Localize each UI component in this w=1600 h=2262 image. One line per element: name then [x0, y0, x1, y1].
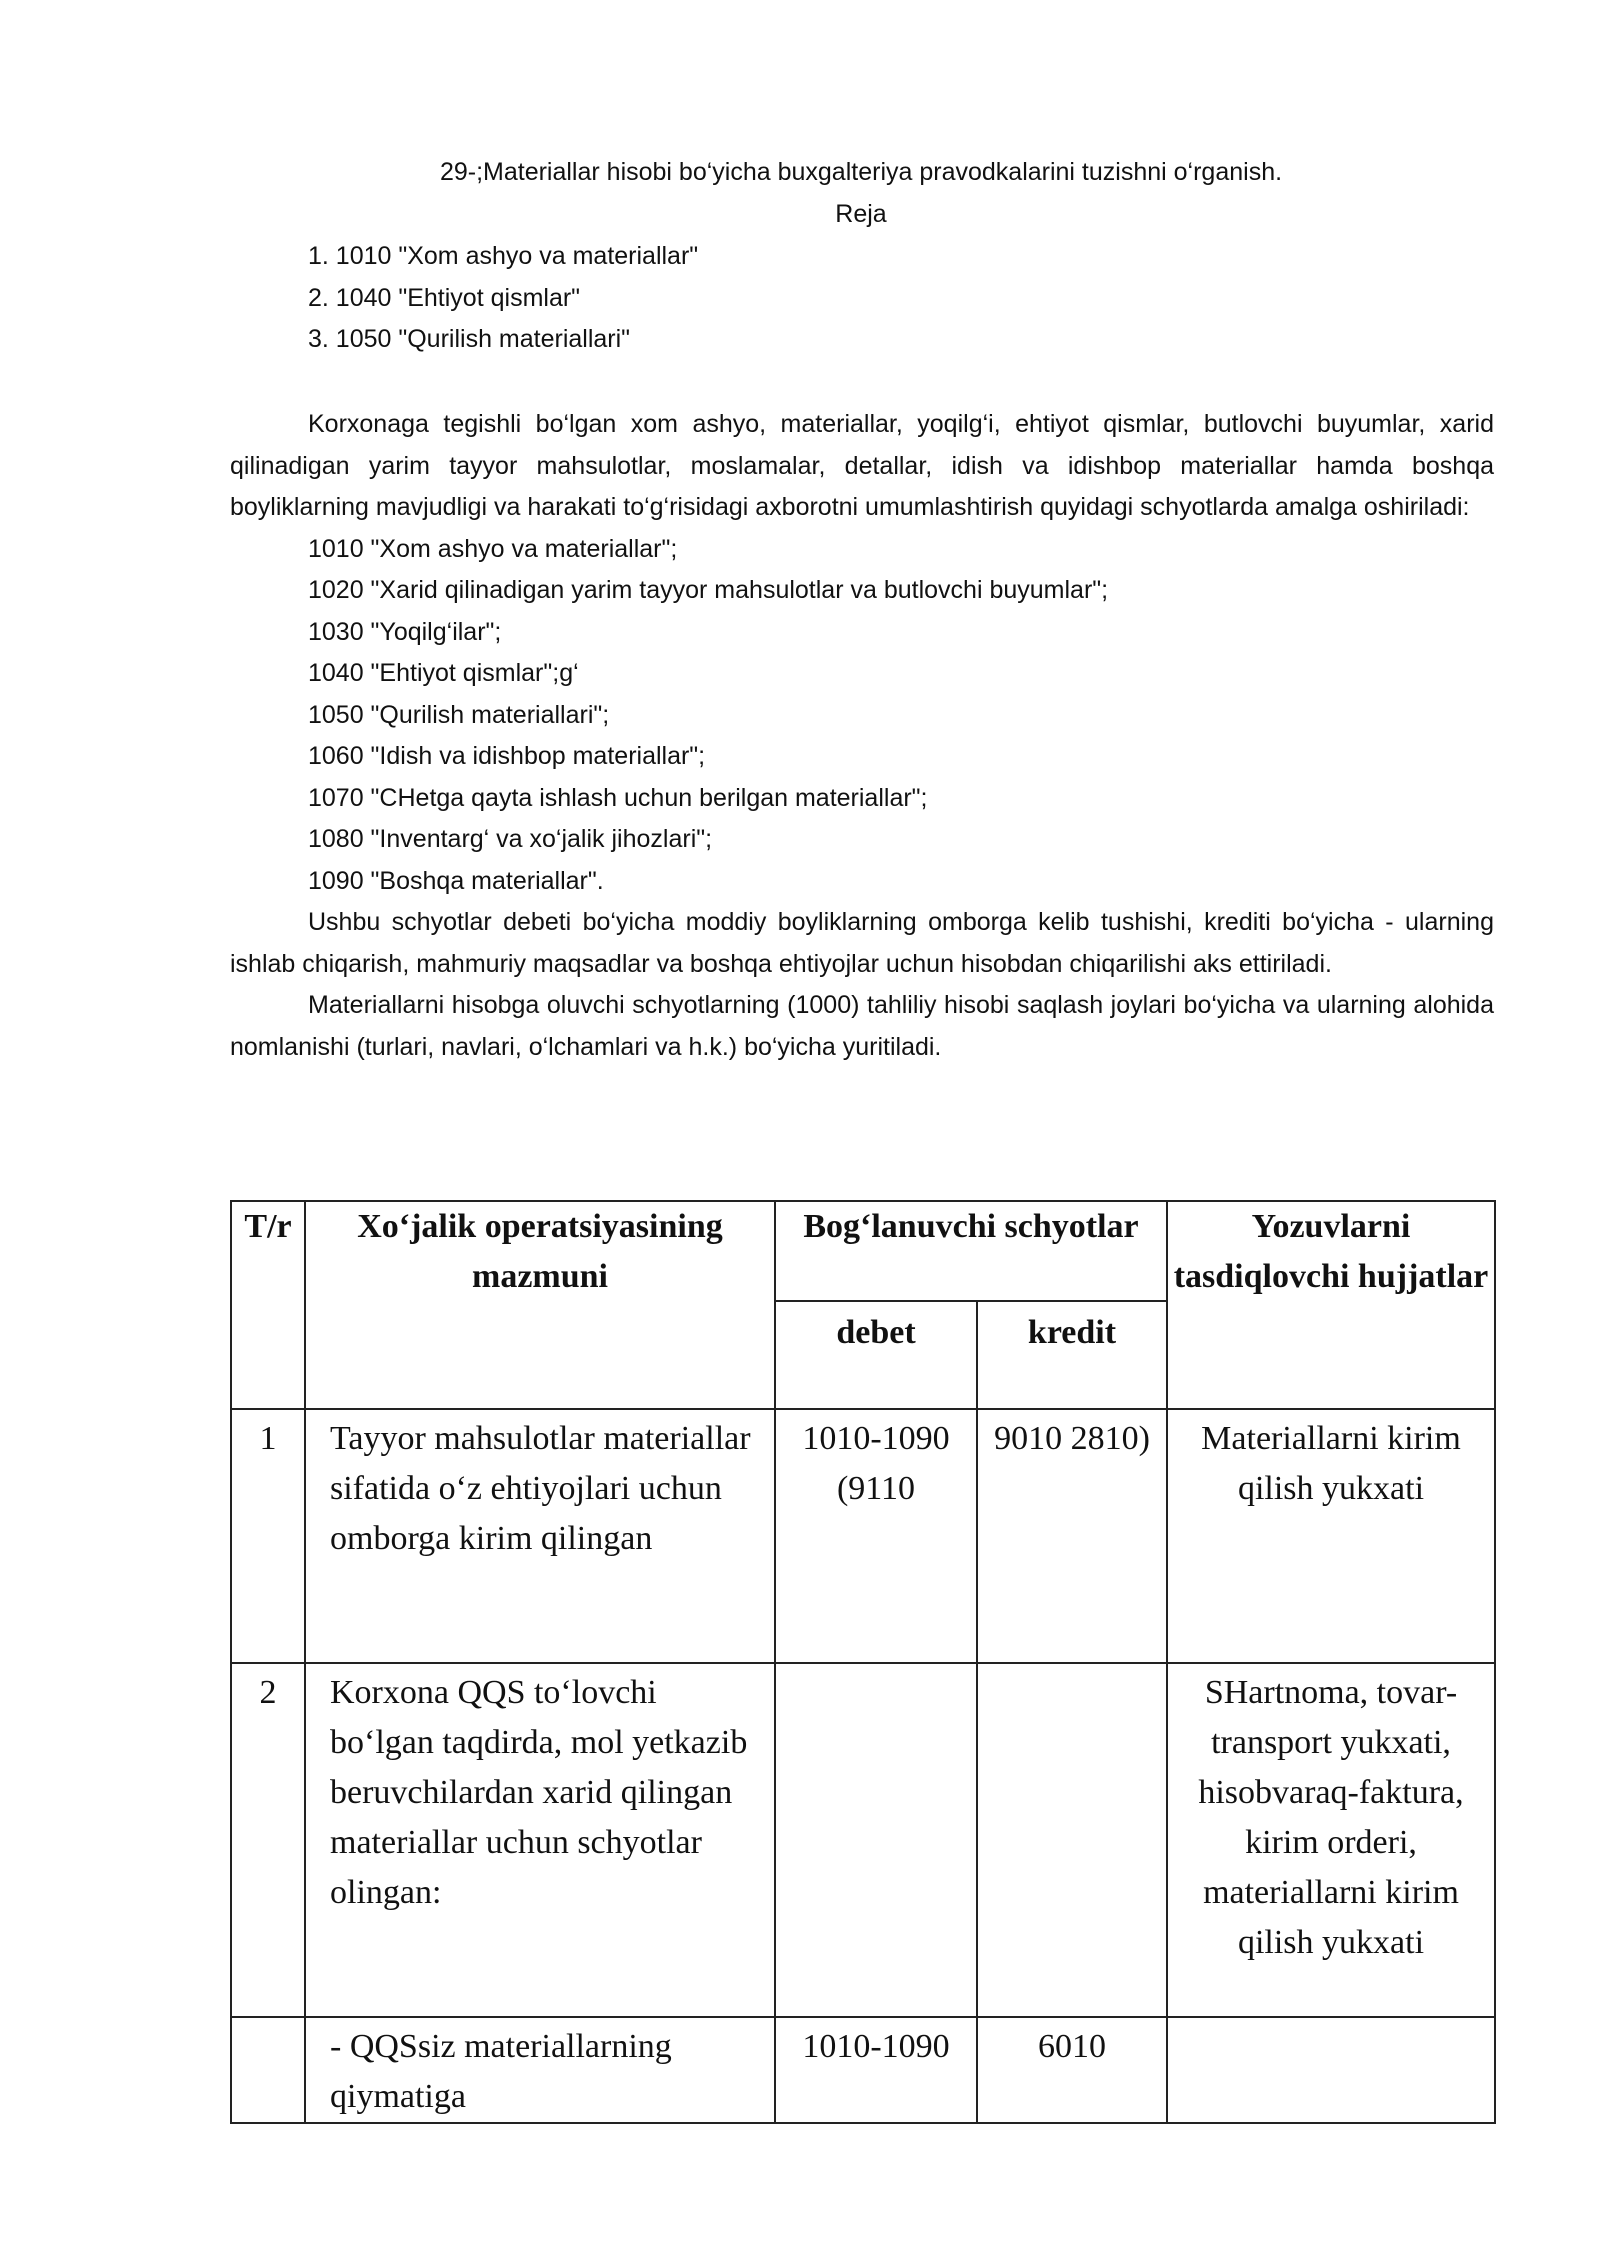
plan-list [308, 236, 698, 361]
account-item: 1090 "Boshqa materiallar". [308, 866, 604, 895]
row-operation: Tayyor mahsulotlar materiallar sifatida o‘z ehtiyojlari uchun omborga kirim qilingan [305, 1409, 775, 1663]
row-credit [977, 1663, 1167, 2017]
row-operation: Korxona QQS to‘lovchi bo‘lgan taqdirda, mol yetkazib beruvchilardan xarid qilingan materiallar uchun schyotlar olingan: [305, 1663, 775, 2017]
header-documents: Yozuvlarni tasdiqlovchi hujjatlar [1167, 1201, 1495, 1409]
row-credit: 9010 2810) [977, 1409, 1167, 1663]
operations-table [230, 1200, 1496, 2124]
row-number: 1 [231, 1409, 305, 1663]
account-item: 1060 "Idish va idishbop materiallar"; [308, 742, 706, 770]
header-debit: debet [775, 1301, 977, 1409]
row-debit [775, 1663, 977, 2017]
plan-item: 2. 1040 "Ehtiyot qismlar" [308, 283, 581, 312]
document-title: 29-;Materiallar hisobi bo‘yicha buxgalteriya pravodkalarini tuzishni o‘rganish. [439, 158, 1283, 186]
plan-item: 1. 1010 "Xom ashyo va materiallar" [308, 242, 699, 270]
account-list [230, 529, 1494, 903]
row-debit: 1010-1090 [775, 2017, 977, 2123]
header-tr: T/r [231, 1201, 305, 1409]
plan-item: 3. 1050 "Qurilish materiallari" [308, 325, 631, 353]
header-accounts: Bog‘lanuvchi schyotlar [775, 1201, 1167, 1301]
header-operation: Xo‘jalik operatsiyasining mazmuni [305, 1201, 775, 1409]
account-item: 1040 "Ehtiyot qismlar";g‘ [308, 659, 579, 687]
account-item: 1010 "Xom ashyo va materiallar"; [308, 534, 678, 563]
row-documents [1167, 2017, 1495, 2123]
debit-credit-paragraph: Ushbu schyotlar debeti bo‘yicha moddiy boyliklarning omborga kelib tushishi, krediti bo‘yicha - ularning ishlab chiqarish, mahmuriy maqsadlar va boshqa ehtiyojlar uchun hisobdan chiqarilishi aks ettiriladi. [230, 908, 1494, 978]
account-item: 1070 "CHetga qayta ishlash uchun berilgan materiallar"; [308, 783, 928, 812]
account-item: 1030 "Yoqilg‘ilar"; [308, 617, 502, 646]
account-item: 1050 "Qurilish materiallari"; [308, 700, 610, 729]
row-debit: 1010-1090 (9110 [775, 1409, 977, 1663]
analytic-paragraph: Materiallarni hisobga oluvchi schyotlarning (1000) tahliliy hisobi saqlash joylari bo‘yicha va ularning alohida nomlanishi (turlari, navlari, o‘lchamlari va h.k.) bo‘yicha yuritiladi. [230, 991, 1494, 1061]
plan-heading: Reja [835, 200, 887, 228]
row-operation: - QQSsiz materiallarning qiymatiga [305, 2017, 775, 2123]
intro-paragraph: Korxonaga tegishli bo‘lgan xom ashyo, materiallar, yoqilg‘i, ehtiyot qismlar, butlovchi buyumlar, xarid qilinadigan yarim tayyor mahsulotlar, moslamalar, detallar, idish va idishbop materiallar hamda boshqa boyliklarning mavjudligi va harakati to‘g‘risidagi axborotni umumlashtirish quyidagi schyotlarda amalga oshiriladi: [230, 410, 1494, 521]
row-credit: 6010 [977, 2017, 1167, 2123]
row-number [231, 2017, 305, 2123]
table-row [231, 1409, 1495, 1663]
row-documents: SHartnoma, tovar-transport yukxati, hisobvaraq-faktura, kirim orderi, materiallarni kirim qilish yukxati [1167, 1663, 1495, 2017]
account-item: 1020 "Xarid qilinadigan yarim tayyor mahsulotlar va butlovchi buyumlar"; [308, 576, 1109, 604]
header-credit: kredit [977, 1301, 1167, 1409]
account-item: 1080 "Inventarg‘ va xo‘jalik jihozlari"; [308, 825, 713, 853]
document-body [230, 404, 1494, 1068]
row-number: 2 [231, 1663, 305, 2017]
table-header-row [231, 1201, 1495, 1301]
table-row [231, 1663, 1495, 2017]
table-row [231, 2017, 1495, 2123]
row-documents: Materiallarni kirim qilish yukxati [1167, 1409, 1495, 1663]
